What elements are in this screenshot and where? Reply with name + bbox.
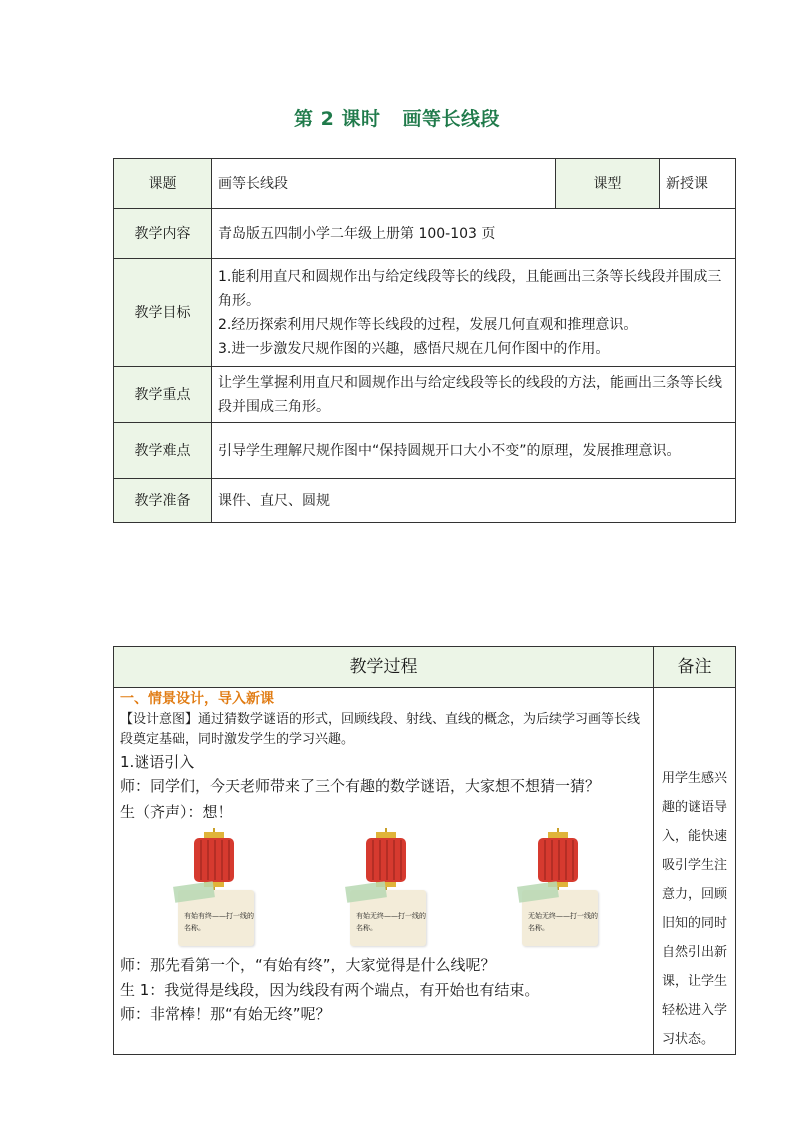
riddle-card (174, 828, 254, 950)
difficulty-value: 引导学生理解尺规作图中“保持圆规开口大小不变”的原理，发展推理意识。 (212, 423, 736, 479)
dialogue-line: 生 1：我觉得是线段，因为线段有两个端点，有开始也有结束。 (120, 981, 540, 999)
riddle-text: 有始有终——打一线的名称。 (184, 912, 254, 932)
prep-label: 教学准备 (114, 479, 212, 523)
section-title: 一、情景设计，导入新课 (120, 691, 274, 707)
teacher-note: 用学生感兴趣的谜语导入，能快速吸引学生注意力，回顾旧知的同时自然引出新课，让学生轻松进入学习状态。 (654, 688, 736, 1055)
dialogue-line: 师：非常棒！那“有始无终”呢？ (120, 1005, 331, 1023)
dialogue-line: 师：那先看第一个，“有始有终”，大家觉得是什么线呢？ (120, 956, 496, 974)
lesson-info-table (113, 158, 736, 523)
prep-value: 课件、直尺、圆规 (212, 479, 736, 523)
content-value: 青岛版五四制小学二年级上册第 100-103 页 (212, 209, 736, 259)
goal-item: 1.能利用直尺和圆规作出与给定线段等长的线段，且能画出三条等长线段并围成三角形。 (218, 268, 722, 309)
note-header: 备注 (654, 647, 736, 688)
goal-item: 3.进一步激发尺规作图的兴趣，感悟尺规在几何作图中的作用。 (218, 340, 610, 357)
lesson-number: 第 2 课时 (294, 108, 381, 130)
type-value: 新授课 (660, 159, 736, 209)
difficulty-label: 教学难点 (114, 423, 212, 479)
lesson-topic: 画等长线段 (402, 108, 500, 130)
page-title (0, 104, 794, 131)
goals-label: 教学目标 (114, 259, 212, 367)
dialogue-line: 师：同学们，今天老师带来了三个有趣的数学谜语，大家想不想猜一猜？ (120, 777, 601, 795)
topic-value: 画等长线段 (212, 159, 556, 209)
dialogue-line: 生（齐声）：想！ (120, 803, 233, 821)
riddle-text: 无始无终——打一线的名称。 (528, 912, 598, 932)
topic-label: 课题 (114, 159, 212, 209)
step-title: 1.谜语引入 (120, 753, 195, 771)
content-label: 教学内容 (114, 209, 212, 259)
process-header: 教学过程 (114, 647, 654, 688)
key-point-value: 让学生掌握利用直尺和圆规作出与给定线段等长的线段的方法，能画出三条等长线段并围成三角形。 (212, 367, 736, 423)
type-label: 课型 (556, 159, 660, 209)
riddle-card (346, 828, 426, 950)
goal-item: 2.经历探索利用尺规作等长线段的过程，发展几何直观和推理意识。 (218, 316, 638, 333)
design-intent: 【设计意图】通过猜数学谜语的形式，回顾线段、射线、直线的概念，为后续学习画等长线段奠定基础，同时激发学生的学习兴趣。 (120, 712, 641, 747)
riddle-card (518, 828, 598, 950)
key-point-label: 教学重点 (114, 367, 212, 423)
process-body (114, 688, 654, 1055)
riddle-text: 有始无终——打一线的名称。 (356, 912, 426, 932)
goals-list (212, 259, 736, 367)
teaching-process-table (113, 646, 736, 1055)
